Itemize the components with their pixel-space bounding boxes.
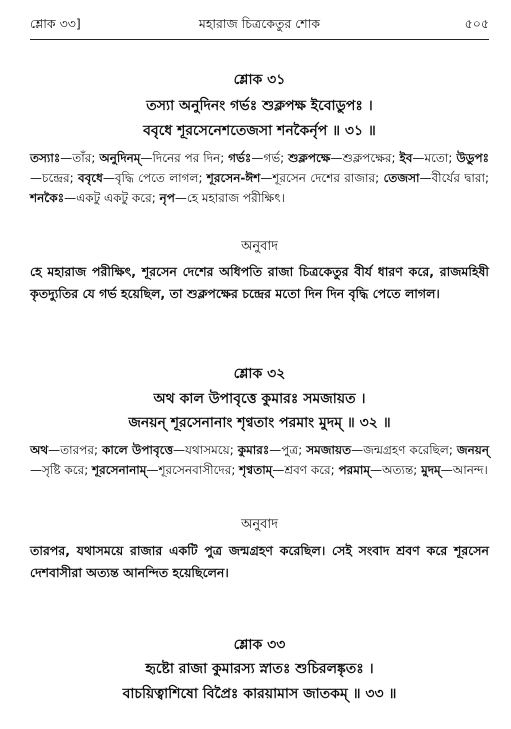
header-rule (30, 39, 489, 40)
synonym-meaning: পুত্র (281, 443, 299, 457)
synonym-meaning: মতো (424, 151, 449, 165)
verse-line: বাচয়িত্বাশিষো বিপ্রৈঃ কারয়ামাস জাতকম্ ॥ ৩৩ ॥ (122, 686, 397, 702)
translation-heading: অনুবাদ (241, 239, 278, 254)
page-header (30, 16, 489, 38)
header-chapter-title: মহারাজ চিত্রকেতুর শোক (198, 16, 321, 31)
synonym-word: ববৃধে (77, 171, 103, 185)
verse-line: ববৃধে শূরসেনেশতেজসা শনকৈর্নৃপ ॥ ৩১ ॥ (143, 123, 376, 139)
synonym-meaning: বীর্যের দ্বারা (431, 171, 485, 185)
synonym-word: মুদম্ (421, 463, 441, 477)
synonym-word: কালে উপাবৃত্তে (102, 443, 174, 457)
synonym-word: উডুপঃ (456, 151, 490, 165)
synonym-word: ইব (399, 151, 413, 165)
synonym-meaning: হে মহারাজ পরীক্ষিৎ। (186, 191, 285, 205)
verse-line: অথ কাল উপাবৃত্তে কুমারঃ সমজায়ত । (153, 391, 366, 407)
synonym-word: সমজায়ত (306, 443, 352, 457)
synonym-word: পরমাম্ (338, 463, 371, 477)
synonym-meaning: চন্দ্রের (42, 171, 70, 185)
synonym-meaning: দিনের পর দিন (152, 151, 221, 165)
synonym-word: শনকৈঃ (30, 191, 65, 205)
synonym-meaning: অত্যন্ত (382, 463, 414, 477)
synonym-word: জনয়ন্ (456, 443, 490, 457)
synonym-meaning: বৃদ্ধি পেতে লাগল (114, 171, 199, 185)
synonym-word: অথ (30, 443, 49, 457)
verse-heading: শ্লোক ৩১ (233, 72, 286, 88)
synonyms: তস্যাঃ—তাঁর; অনুদিনম্—দিনের পর দিন; গর্ভঃ—গর্ভ; শুক্লপক্ষে—শুক্লপক্ষের; ইব—মতো; উডুপঃ—চন্দ্রের; ববৃধে—বৃদ্ধি পেতে লাগল; শূরসেন-ঈশ—শূরসেন দেশের রাজার; তেজসা—বীর্যের দ্বারা; শনকৈঃ—একটু একটু করে; নৃপ—হে মহারাজ পরীক্ষিৎ। (30, 151, 490, 205)
verse-heading: শ্লোক ৩৩ (233, 637, 286, 653)
synonym-word: শৃণ্বতাম্ (239, 463, 273, 477)
synonym-meaning: শূরসেন দেশের রাজার (272, 171, 376, 185)
synonym-word: কুমারঃ (237, 443, 270, 457)
synonym-meaning: একটু একটু করে (76, 191, 152, 205)
synonym-meaning: শ্রবণ করে (284, 463, 331, 477)
synonym-word: শুক্লপক্ষে (288, 151, 331, 165)
synonym-word: অনুদিনম্ (99, 151, 141, 165)
synonym-meaning: সৃষ্টি করে (42, 463, 85, 477)
translation-text: তারপর, যথাসময়ে রাজার একটি পুত্র জন্মগ্রহণ করেছিল। সেই সংবাদ শ্রবণ করে শূরসেন দেশবাসীরা অত্যন্ত আনন্দিত হয়েছিলেন। (30, 543, 489, 580)
header-verse-ref: শ্লোক ৩৩] (30, 16, 81, 31)
synonym-meaning: গর্ভ (263, 151, 281, 165)
synonyms: অথ—তারপর; কালে উপাবৃত্তে—যথাসময়ে; কুমারঃ—পুত্র; সমজায়ত—জন্মগ্রহণ করেছিল; জনয়ন্—সৃষ্টি করে; শূরসেনানাম্—শূরসেনবাসীদের; শৃণ্বতাম্—শ্রবণ করে; পরমাম্—অত্যন্ত; মুদম্—আনন্দ। (30, 443, 490, 477)
synonym-word: তেজসা (383, 171, 420, 185)
synonym-meaning: আনন্দ। (452, 463, 488, 477)
synonym-meaning: তারপর (60, 443, 95, 457)
synonym-meaning: শুক্লপক্ষের (342, 151, 392, 165)
synonym-word: শূরসেনানাম্ (92, 463, 147, 477)
translation-text: হে মহারাজ পরীক্ষিৎ, শূরসেন দেশের অধিপতি রাজা চিত্রকেতুর বীর্য ধারণ করে, রাজমহিষী কৃতদ্যুতির যে গর্ভ হয়েছিল, তা শুক্লপক্ষের চন্দ্রের মতো দিন দিন বৃদ্ধি পেতে লাগল। (30, 264, 489, 301)
translation-heading: অনুবাদ (241, 517, 278, 532)
synonym-word: তস্যাঃ (30, 151, 61, 165)
synonym-meaning: শূরসেনবাসীদের (158, 463, 232, 477)
synonym-meaning: তাঁর (72, 151, 92, 165)
verse-heading: শ্লোক ৩২ (233, 366, 286, 382)
verse-line: জনয়ন্ শূরসেনানাং শৃণ্বতাং পরমাং মুদম্ ॥ ৩২ ॥ (128, 415, 391, 431)
header-page-number: ৫০৫ (464, 16, 489, 31)
synonym-word: নৃপ (159, 191, 175, 205)
synonym-word: শূরসেন-ঈশ (206, 171, 261, 185)
synonym-word: গর্ভঃ (228, 151, 252, 165)
verse-line: হৃষ্টো রাজা কুমারস্য স্নাতঃ শুচিরলঙ্কৃতঃ । (145, 661, 374, 677)
synonym-meaning: জন্মগ্রহণ করেছিল (363, 443, 449, 457)
synonym-meaning: যথাসময়ে (185, 443, 230, 457)
verse-line: তস্যা অনুদিনং গর্ভঃ শুক্লপক্ষ ইবোডুপঃ । (146, 98, 373, 114)
